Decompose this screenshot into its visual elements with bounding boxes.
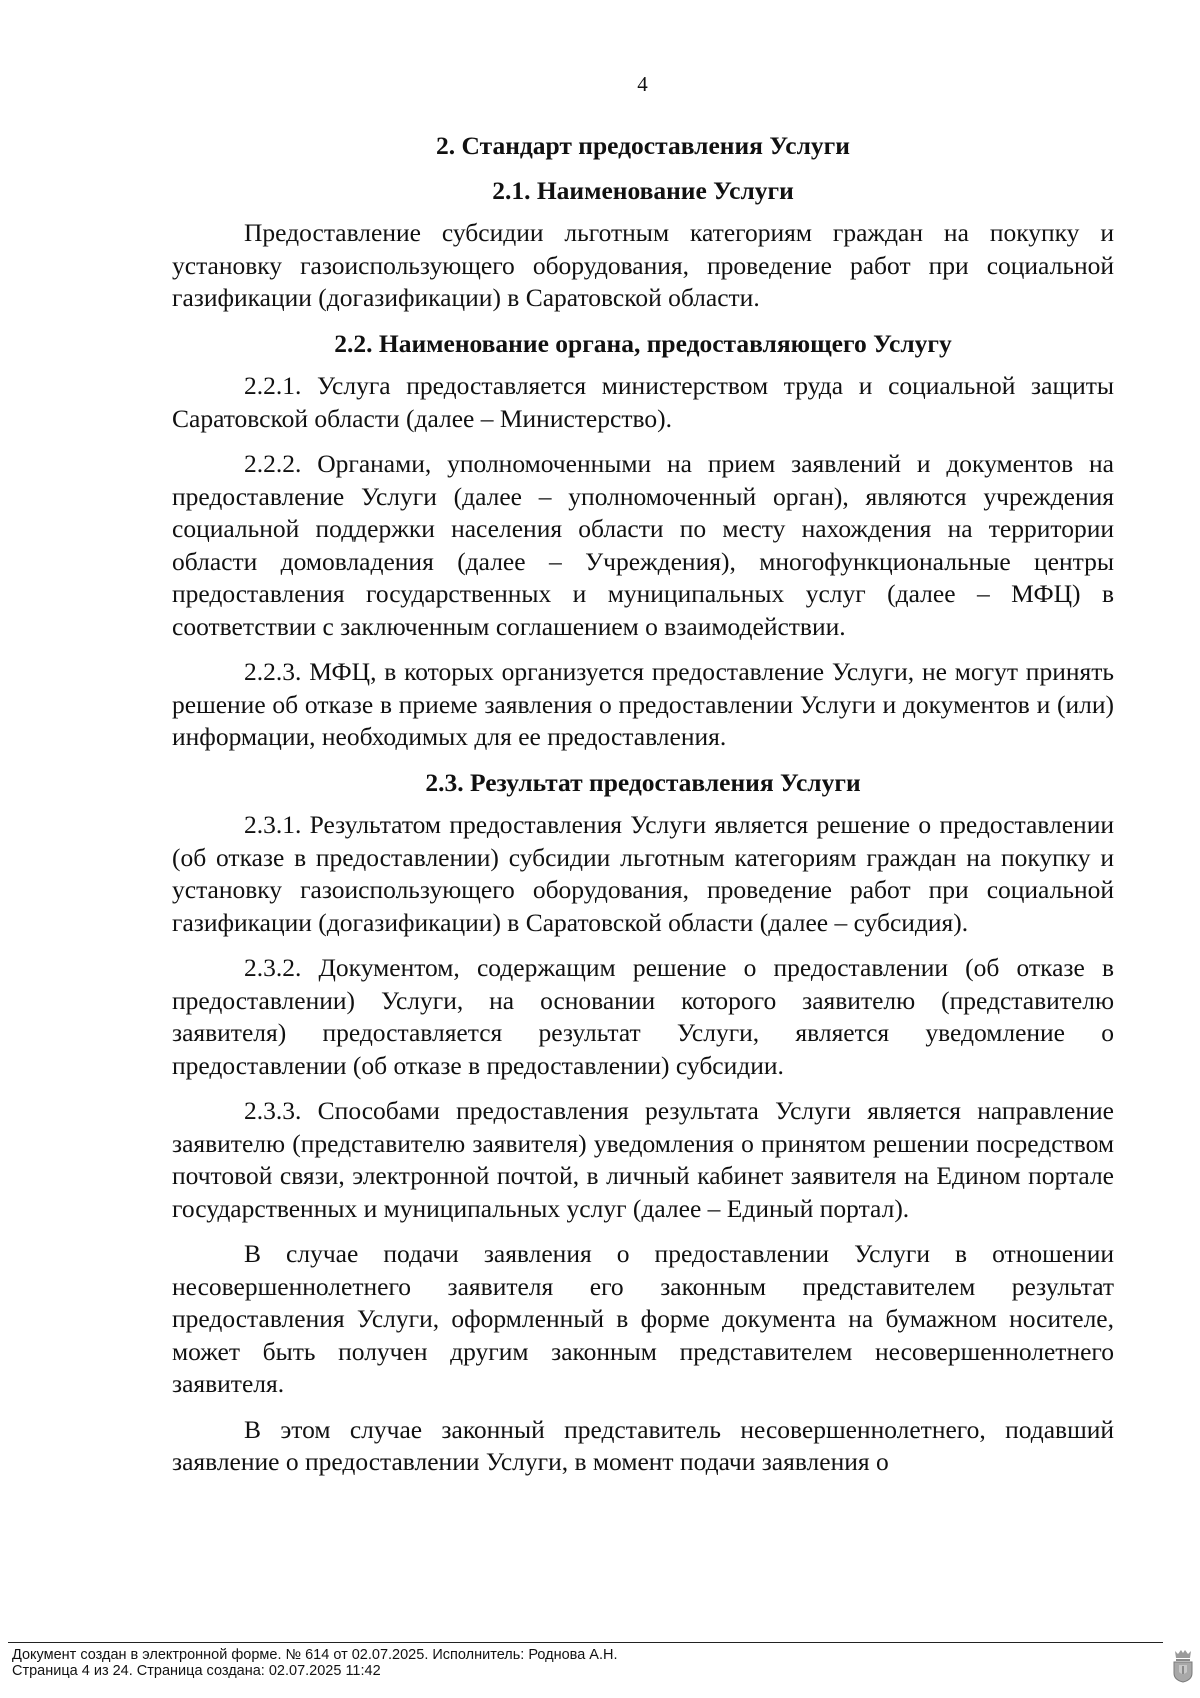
paragraph-2-3-1: 2.3.1. Результатом предоставления Услуги является решение о предоставлении (об отказе в предоставлении) субсидии льготным категориям граждан на покупку и установку газоиспользующего оборудования, проведение работ при социальной газификации (догазификации) в Саратовской области (далее – субсидия). [172, 810, 1114, 937]
paragraph-2-3-3: 2.3.3. Способами предоставления результата Услуги является направление заявителю (представителю заявителя) уведомления о принятом решении посредством почтовой связи, электронной почтой, в личный кабинет заявителя на Едином портале государственных и муниципальных услуг (далее – Единый портал). [172, 1096, 1114, 1223]
footer-divider [8, 1642, 1163, 1643]
subsection-heading-2-1: 2.1. Наименование Услуги [492, 175, 794, 205]
page-number: 4 [637, 72, 648, 96]
paragraph-2-2-2: 2.2.2. Органами, уполномоченными на прием заявлений и документов на предоставление Услуги (далее – уполномоченный орган), являются учреждения социальной поддержки населения области по месту нахождения на территории области домовладения (далее – Учреждения), многофункциональные центры предоставления государственных и муниципальных услуг (далее – МФЦ) в соответствии с заключенным соглашением о взаимодействии. [172, 449, 1114, 641]
paragraph-2-2-3: 2.2.3. МФЦ, в которых организуется предоставление Услуги, не могут принять решение об отказе в приеме заявления о предоставлении Услуги и документов и (или) информации, необходимых для ее предоставления. [172, 657, 1114, 751]
paragraph-2-3-2: 2.3.2. Документом, содержащим решение о предоставлении (об отказе в предоставлении) Услуги, на основании которого заявителю (представителю заявителя) предоставляется результат Услуги, является уведомление о предоставлении (об отказе в предоставлении) субсидии. [172, 953, 1114, 1080]
paragraph-2-3-minor: В случае подачи заявления о предоставлении Услуги в отношении несовершеннолетнего заявителя его законным представителем результат предоставления Услуги, оформленный в форме документа на бумажном носителе, может быть получен другим законным представителем несовершеннолетнего заявителя. [172, 1239, 1114, 1398]
footer-page-info: Страница 4 из 24. Страница создана: 02.07.2025 11:42 [12, 1663, 381, 1679]
coat-of-arms-icon [1171, 1649, 1195, 1683]
section-title: 2. Стандарт предоставления Услуги [436, 131, 850, 160]
paragraph-2-3-representative: В этом случае законный представитель несовершеннолетнего, подавший заявление о предоставлении Услуги, в момент подачи заявления о [172, 1414, 1114, 1476]
paragraph-2-1: Предоставление субсидии льготным категориям граждан на покупку и установку газоиспользующего оборудования, проведение работ при социальной газификации (догазификации) в Саратовской области. [172, 218, 1114, 312]
footer-document-info: Документ создан в электронной форме. № 614 от 02.07.2025. Исполнитель: Роднова А.Н. [12, 1647, 618, 1663]
subsection-heading-2-2: 2.2. Наименование органа, предоставляющего Услугу [334, 328, 952, 358]
paragraph-2-2-1: 2.2.1. Услуга предоставляется министерством труда и социальной защиты Саратовской области (далее – Министерство). [172, 371, 1114, 433]
subsection-heading-2-3: 2.3. Результат предоставления Услуги [425, 767, 861, 797]
document-body [172, 130, 1114, 1492]
footer [12, 1647, 618, 1679]
